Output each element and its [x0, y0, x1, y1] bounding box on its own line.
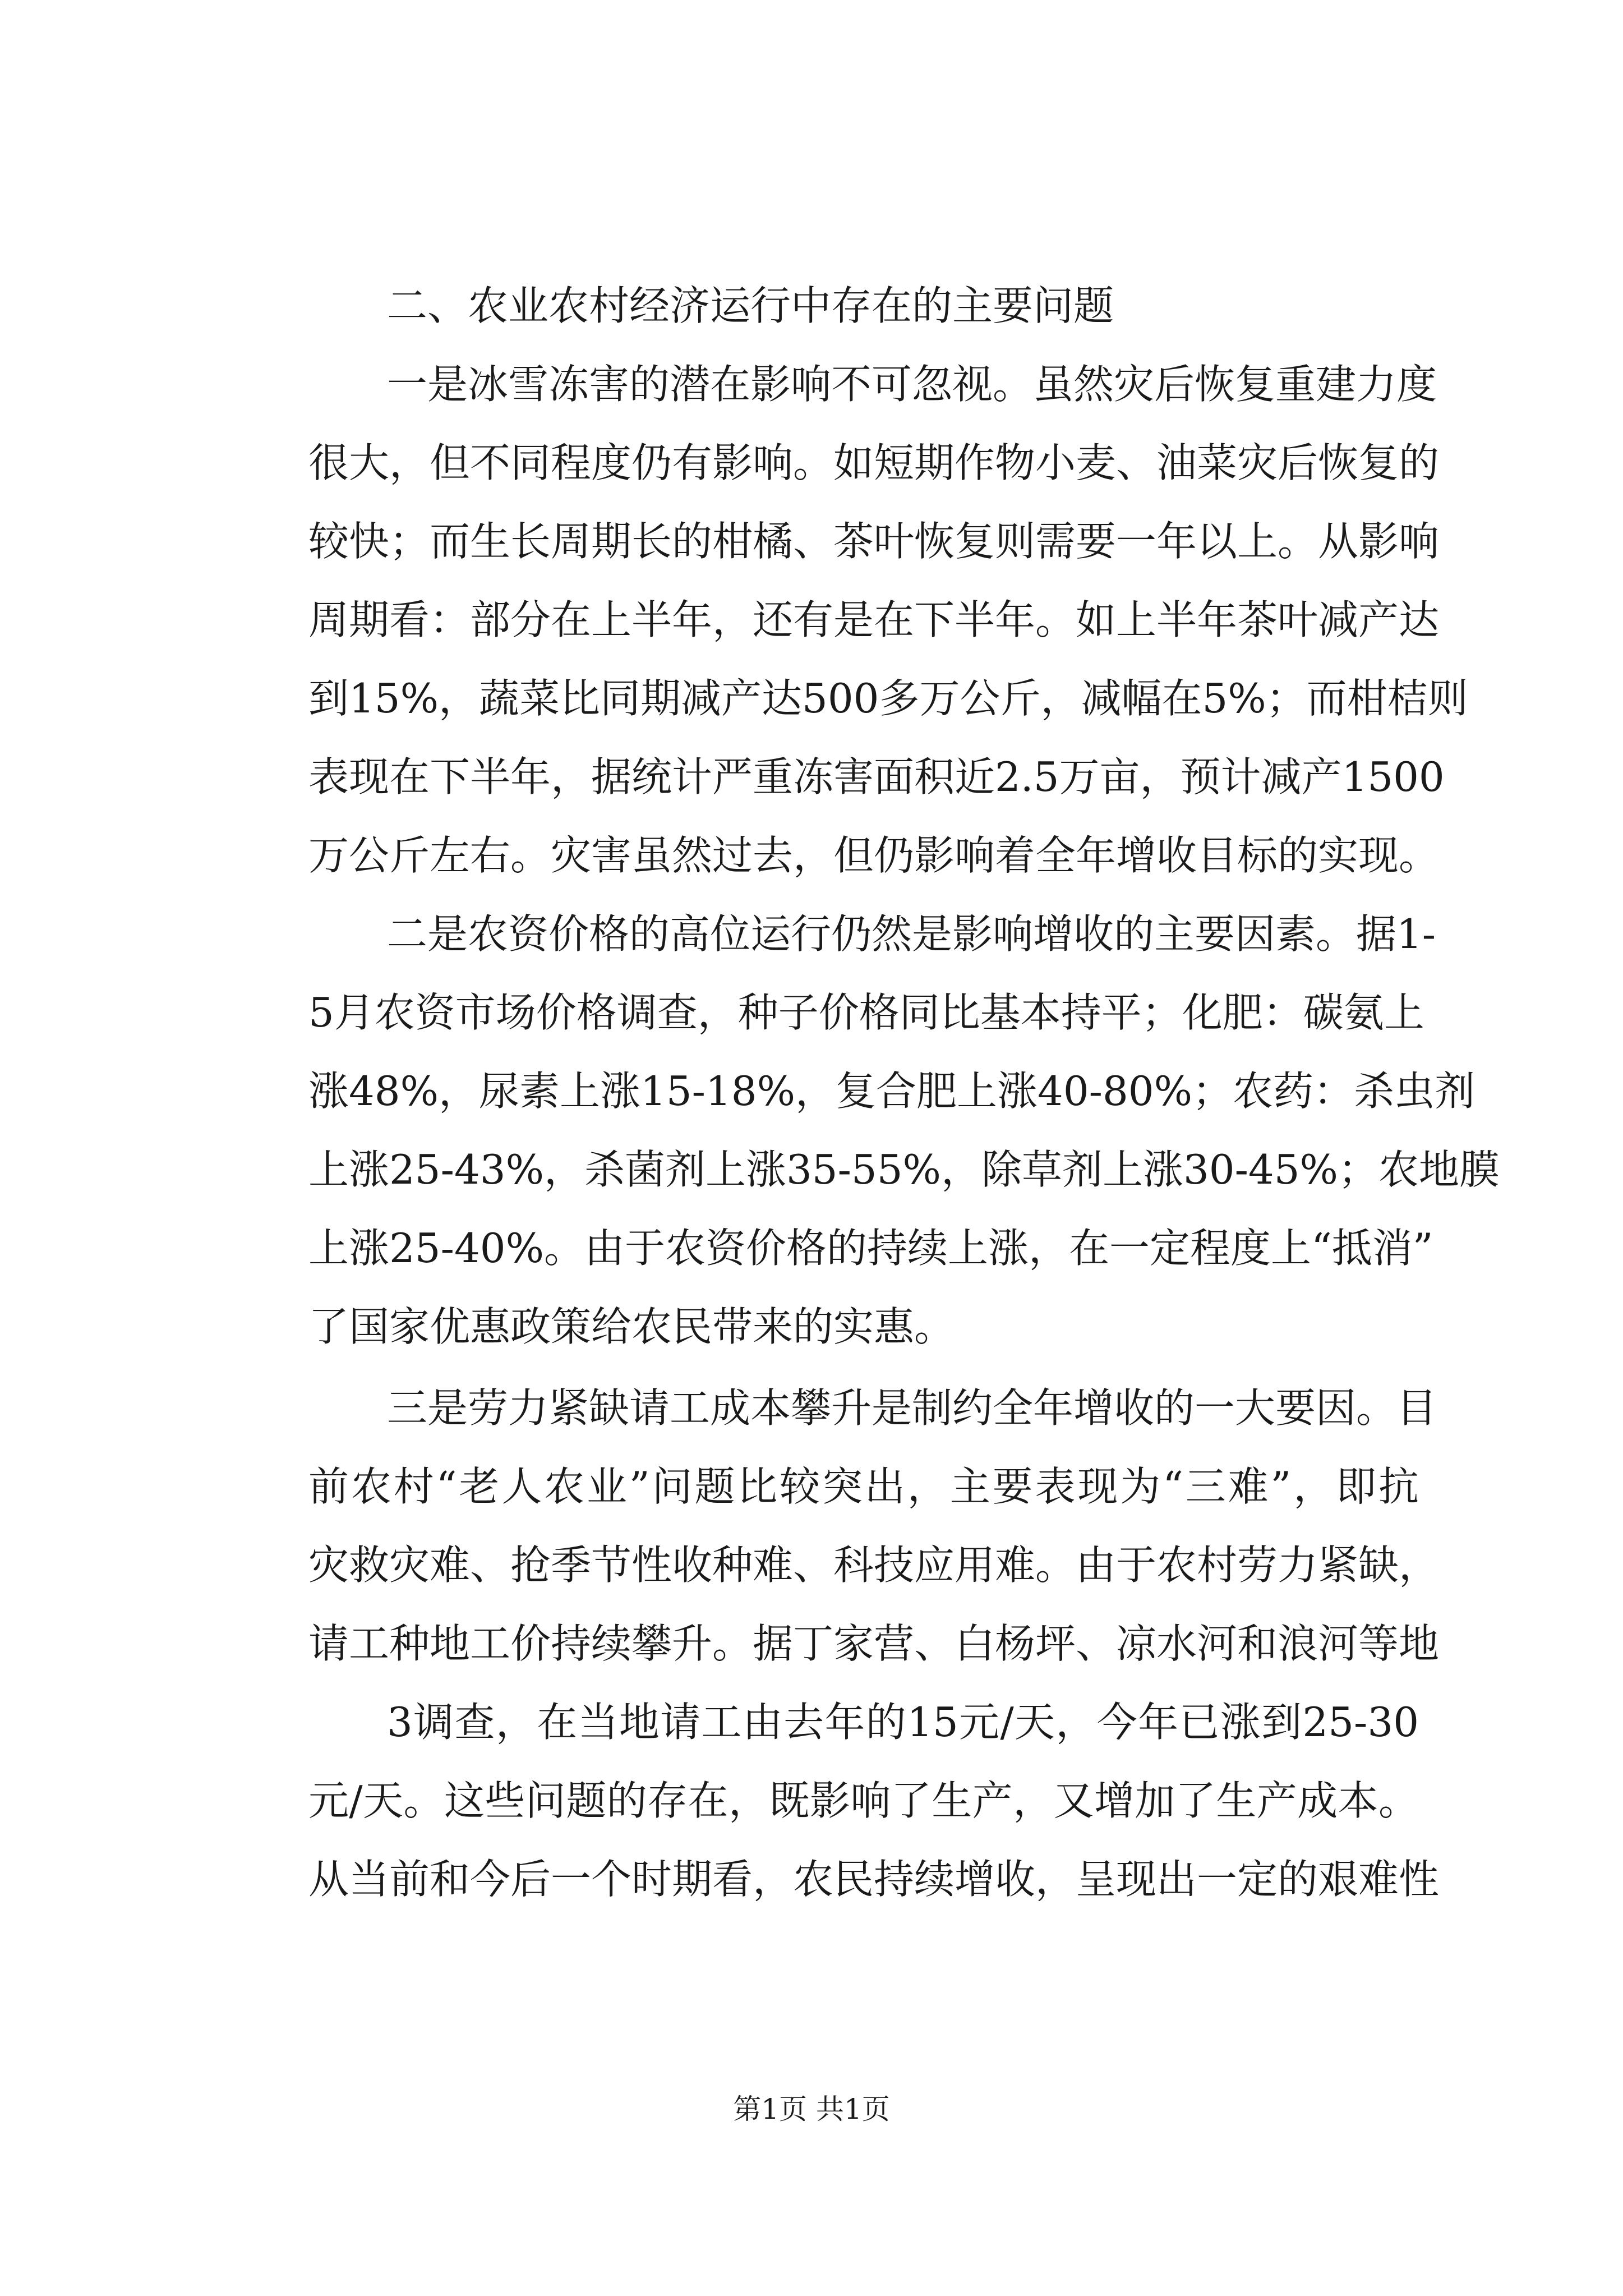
- paragraph-line: 上涨25-40%。由于农资价格的持续上涨，在一定程度上“抵消”: [308, 1225, 1433, 1272]
- paragraph-line: 5月农资市场价格调查，种子价格同比基本持平；化肥：碳氨上: [308, 989, 1424, 1036]
- paragraph-line: 元/天。这些问题的存在，既影响了生产，又增加了生产成本。: [308, 1777, 1419, 1824]
- paragraph-line: 万公斤左右。灾害虽然过去，但仍影响着全年增收目标的实现。: [308, 832, 1440, 879]
- paragraph-line: 请工种地工价持续攀升。据丁家营、白杨坪、凉水河和浪河等地: [308, 1620, 1440, 1667]
- paragraph-line: 一是冰雪冻害的潜在影响不可忽视。虽然灾后恢复重建力度: [387, 361, 1437, 408]
- paragraph-line: 表现在下半年，据统计严重冻害面积近2.5万亩，预计减产1500: [308, 753, 1445, 800]
- paragraph-line: 到15%，蔬菜比同期减产达500多万公斤，减幅在5%；而柑桔则: [308, 675, 1468, 722]
- paragraph-line: 上涨25-43%，杀菌剂上涨35-55%，除草剂上涨30-45%；农地膜: [308, 1146, 1500, 1193]
- paragraph-line: 三是劳力紧缺请工成本攀升是制约全年增收的一大要因。目: [387, 1384, 1437, 1432]
- paragraph-line: 灾救灾难、抢季节性收种难、科技应用难。由于农村劳力紧缺，: [308, 1542, 1440, 1589]
- paragraph-line: 很大，但不同程度仍有影响。如短期作物小麦、油菜灾后恢复的: [308, 439, 1440, 486]
- page-footer: 第1页 共1页: [733, 2093, 890, 2125]
- paragraph-line: 了国家优惠政策给农民带来的实惠。: [308, 1303, 955, 1350]
- paragraph-line: 前农村“老人农业”问题比较突出，主要表现为“三难”，即抗: [308, 1463, 1419, 1510]
- paragraph-line: 涨48%，尿素上涨15-18%，复合肥上涨40-80%；农药：杀虫剂: [308, 1068, 1475, 1115]
- paragraph-line: 较快；而生长周期长的柑橘、茶叶恢复则需要一年以上。从影响: [308, 518, 1440, 565]
- paragraph-line: 3调查，在当地请工由去年的15元/天，今年已涨到25-30: [387, 1699, 1419, 1746]
- paragraph-line: 二是农资价格的高位运行仍然是影响增收的主要因素。据1-: [387, 910, 1436, 958]
- paragraph-line: 从当前和今后一个时期看，农民持续增收，呈现出一定的艰难性: [308, 1856, 1440, 1903]
- section-heading: 二、农业农村经济运行中存在的主要问题: [387, 282, 1114, 329]
- paragraph-line: 周期看：部分在上半年，还有是在下半年。如上半年茶叶减产达: [308, 596, 1440, 643]
